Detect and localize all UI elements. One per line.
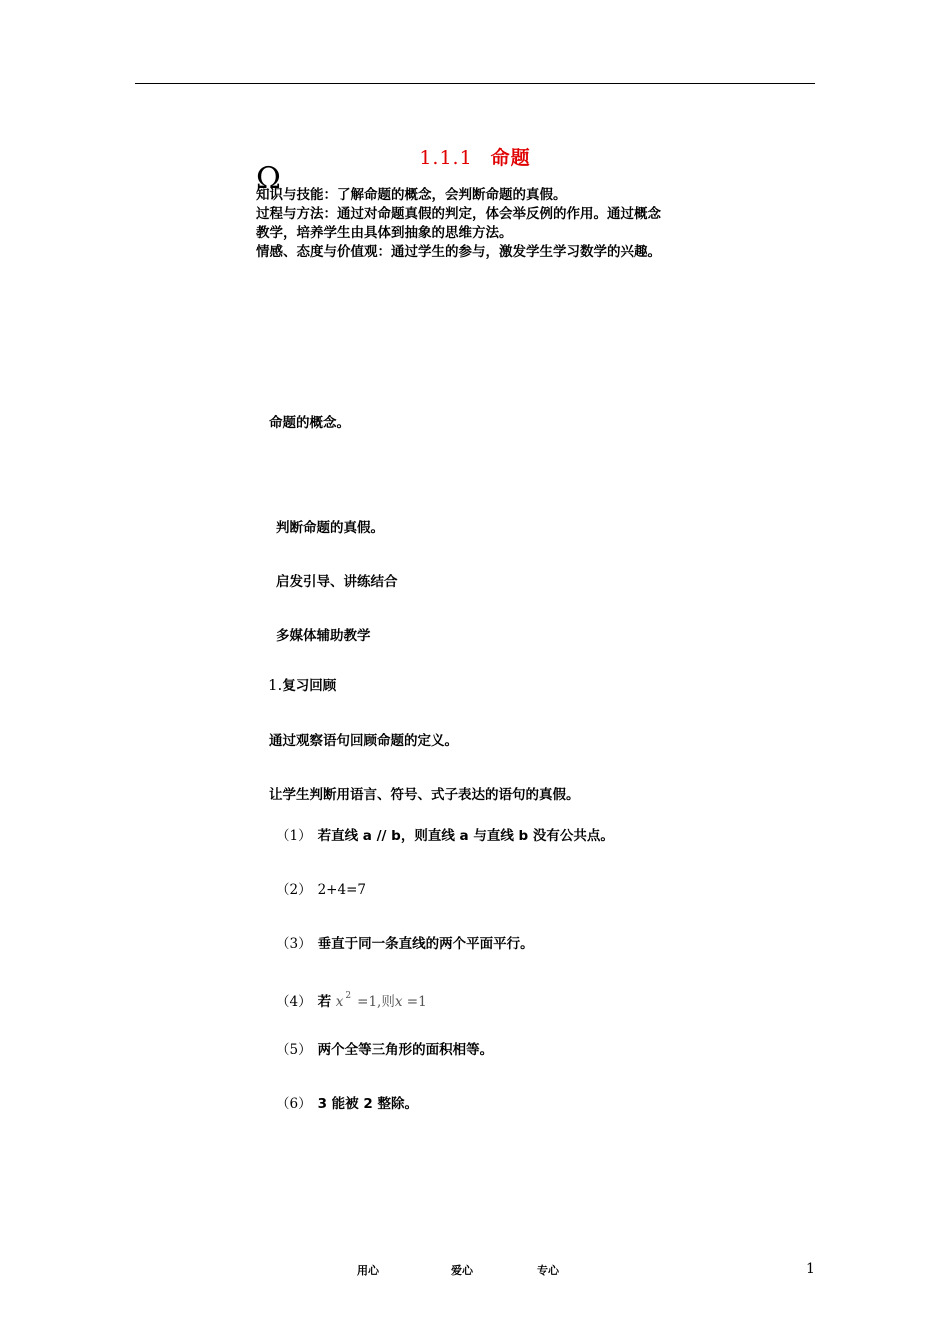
list-item xyxy=(276,881,366,899)
item-label: （2） xyxy=(276,882,312,898)
item-text: 垂直于同一条直线的两个平面平行。 xyxy=(317,936,534,952)
page-title xyxy=(0,143,950,170)
title-number: 1.1.1 xyxy=(419,147,473,169)
list-item xyxy=(276,827,614,845)
list-item xyxy=(276,987,427,1011)
header-rule xyxy=(135,83,815,84)
objective-process: 过程与方法：通过对命题真假的判定，体会举反例的作用。通过概念 xyxy=(256,206,661,222)
math-variable: x xyxy=(394,994,403,1010)
item-text: 若 xyxy=(317,994,332,1010)
item-label: （4） xyxy=(276,994,312,1010)
math-exponent: 2 xyxy=(345,991,352,1001)
page-number: 1 xyxy=(806,1261,815,1277)
objective-knowledge: 知识与技能：了解命题的概念，会判断命题的真假。 xyxy=(256,187,567,203)
footer-text: 爱心 xyxy=(451,1264,473,1277)
section-heading xyxy=(268,676,336,695)
teaching-aids: 多媒体辅助教学 xyxy=(276,628,371,644)
title-text: 命题 xyxy=(490,147,531,169)
list-item xyxy=(276,1041,493,1059)
item-text: 2+4=7 xyxy=(317,882,366,898)
paragraph-definition: 通过观察语句回顾命题的定义。 xyxy=(269,733,458,749)
difficult-point: 判断命题的真假。 xyxy=(276,520,384,536)
list-item xyxy=(276,1095,418,1113)
section-text: 复习回顾 xyxy=(282,678,337,694)
footer-text: 用心 xyxy=(357,1264,379,1277)
list-item xyxy=(276,935,534,953)
footer-text: 专心 xyxy=(537,1264,559,1277)
math-expression xyxy=(335,991,427,1010)
math-variable: x xyxy=(335,994,344,1010)
item-text: 两个全等三角形的面积相等。 xyxy=(317,1042,494,1058)
item-label: （1） xyxy=(276,828,312,844)
omega-icon: Ω xyxy=(256,161,281,196)
item-text: 若直线 a // b，则直线 a 与直线 b 没有公共点。 xyxy=(317,828,614,844)
objective-attitude: 情感、态度与价值观：通过学生的参与，激发学生学习数学的兴趣。 xyxy=(256,244,661,260)
section-number: 1. xyxy=(268,676,283,694)
math-text: =1,则 xyxy=(357,994,395,1010)
key-point: 命题的概念。 xyxy=(269,415,350,431)
objective-process-cont: 教学，培养学生由具体到抽象的思维方法。 xyxy=(256,225,513,241)
teaching-method: 启发引导、讲练结合 xyxy=(276,574,398,590)
math-text: =1 xyxy=(402,994,427,1010)
item-label: （5） xyxy=(276,1042,312,1058)
item-label: （3） xyxy=(276,936,312,952)
item-label: （6） xyxy=(276,1096,312,1112)
paragraph-instruction: 让学生判断用语言、符号、式子表达的语句的真假。 xyxy=(269,787,580,803)
item-text: 3 能被 2 整除。 xyxy=(317,1096,418,1112)
